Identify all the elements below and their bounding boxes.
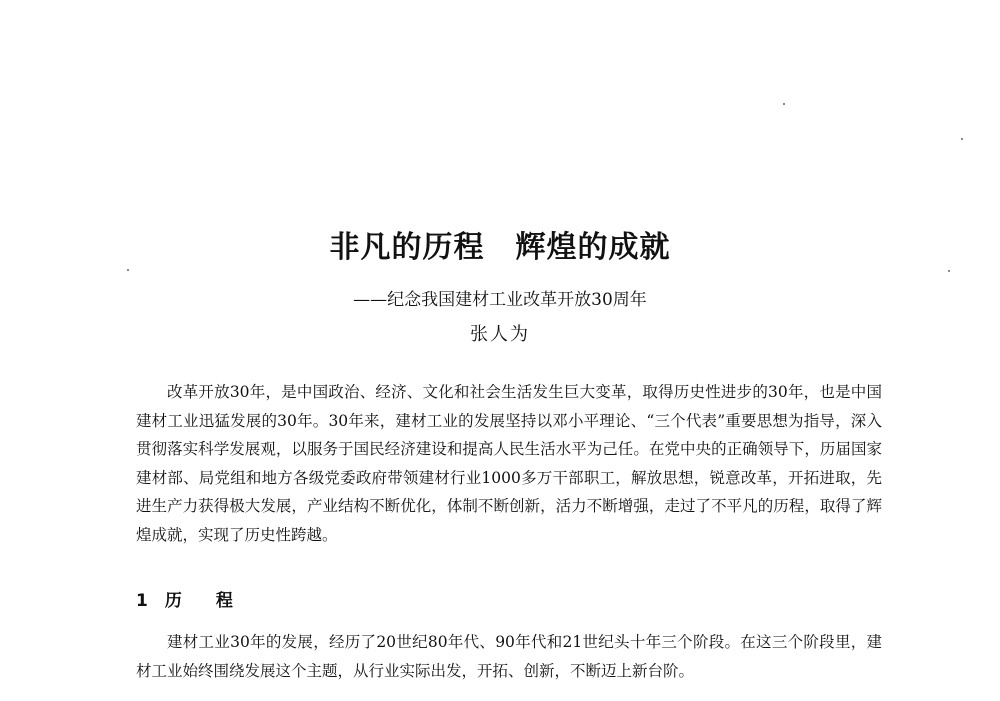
section-heading-history: 1 历 程 xyxy=(136,591,233,611)
scan-speck xyxy=(948,270,950,272)
article-subtitle: ——纪念我国建材工业改革开放30周年 xyxy=(353,290,647,310)
article-title: 非凡的历程 辉煌的成就 xyxy=(329,230,671,265)
section-paragraph: 建材工业30年的发展，经历了20世纪80年代、90年代和21世纪头十年三个阶段。在这三个阶段里，建材工业始终围绕发展这个主题，从行业实际出发，开拓、创新，不断迈上新台阶。 xyxy=(136,633,882,680)
article-author: 张人为 xyxy=(470,324,530,345)
scan-speck xyxy=(783,103,785,105)
scan-speck xyxy=(961,138,963,140)
scan-speck xyxy=(127,269,129,271)
intro-paragraph: 改革开放30年，是中国政治、经济、文化和社会生活发生巨大变革，取得历史性进步的30年，也是中国建材工业迅猛发展的30年。30年来，建材工业的发展坚持以邓小平理论、“三个代表”重要思想为指导，深入贯彻落实科学发展观，以服务于国民经济建设和提高人民生活水平为己任。在党中央的正确领导下，历届国家建材部、局党组和地方各级党委政府带领建材行业1000多万干部职工，解放思想，锐意改革，开拓进取，先进生产力获得极大发展，产业结构不断优化，体制不断创新，活力不断增强，走过了不平凡的历程，取得了辉煌成就，实现了历史性跨越。 xyxy=(136,383,882,544)
